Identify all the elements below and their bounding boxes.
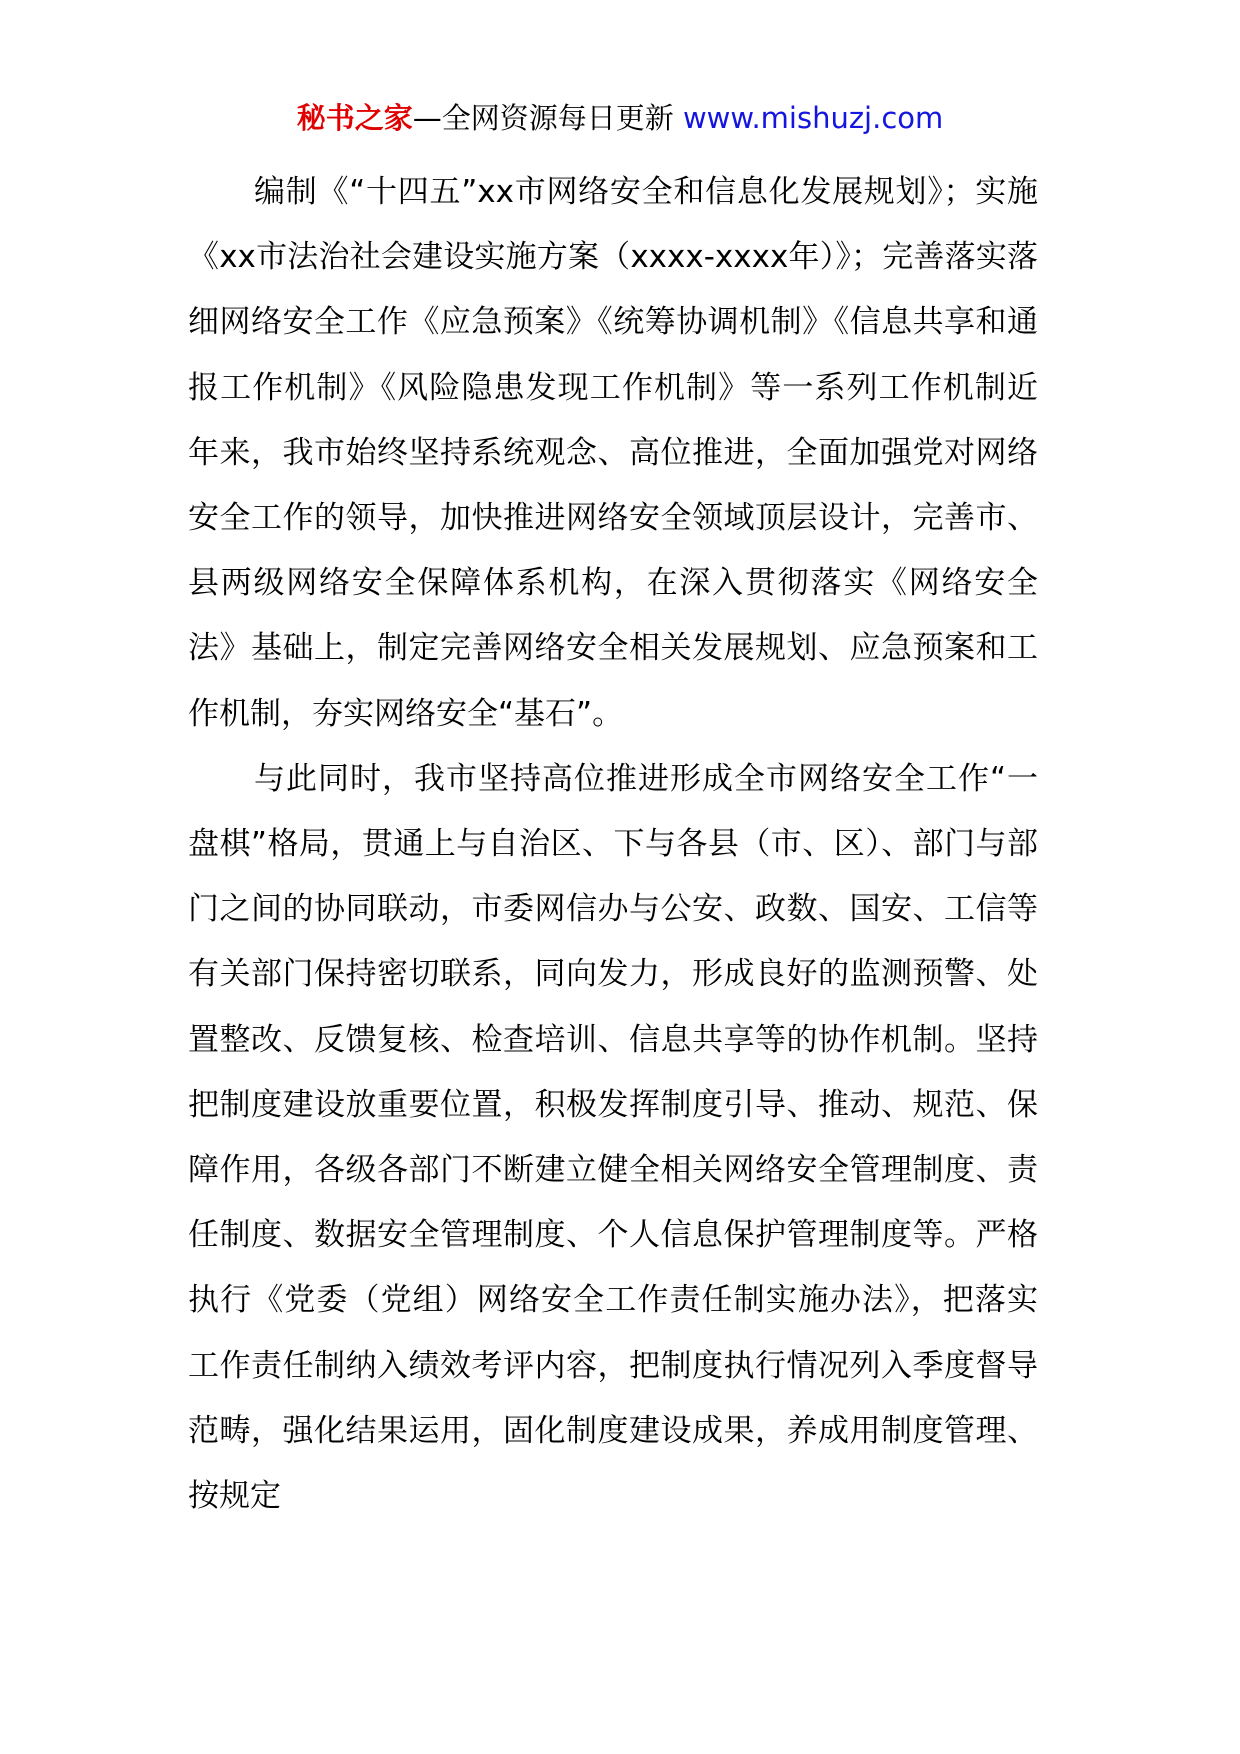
page-header (0, 98, 1240, 138)
document-body (188, 160, 1038, 1529)
paragraph-1: 编制《“十四五”xx市网络安全和信息化发展规划》；实施《xx市法治社会建设实施方案（xxxx-xxxx年）》；完善落实落细网络安全工作《应急预案》《统筹协调机制》《信息共享和通报工作机制》《风险隐患发现工作机制》等一系列工作机制近年来，我市始终坚持系统观念、高位推进，全面加强党对网络安全工作的领导，加快推进网络安全领域顶层设计，完善市、县两级网络安全保障体系机构，在深入贯彻落实《网络安全法》基础上，制定完善网络安全相关发展规划、应急预案和工作机制，夯实网络安全“基石”。 (188, 174, 1038, 732)
paragraph-2: 与此同时，我市坚持高位推进形成全市网络安全工作“一盘棋”格局，贯通上与自治区、下与各县（市、区）、部门与部门之间的协同联动，市委网信办与公安、政数、国安、工信等有关部门保持密切联系，同向发力，形成良好的监测预警、处置整改、反馈复核、检查培训、信息共享等的协作机制。坚持把制度建设放重要位置，积极发挥制度引导、推动、规范、保障作用，各级各部门不断建立健全相关网络安全管理制度、责任制度、数据安全管理制度、个人信息保护管理制度等。严格执行《党委（党组）网络安全工作责任制实施办法》，把落实工作责任制纳入绩效考评内容，把制度执行情况列入季度督导范畴，强化结果运用，固化制度建设成果，养成用制度管理、按规定 (188, 760, 1038, 1515)
website-link[interactable]: www.mishuzj.com (682, 101, 944, 135)
brand-name: 秘书之家 (296, 101, 413, 135)
header-tagline: —全网资源每日更新 (412, 101, 674, 135)
